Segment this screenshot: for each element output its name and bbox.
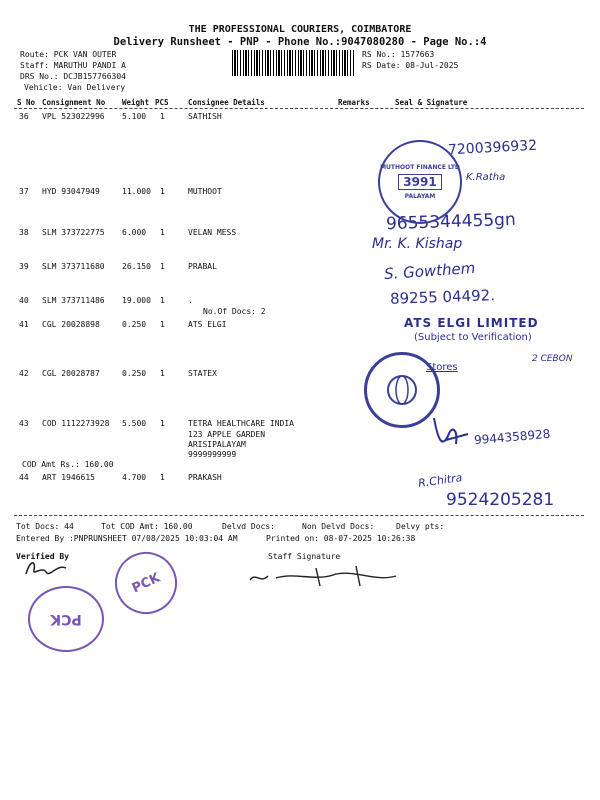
row-weight: 11.000 — [122, 187, 151, 196]
row-sno: 40 — [19, 296, 29, 305]
row-consignment: CGL 20028787 — [42, 369, 100, 378]
row-sno: 37 — [19, 187, 29, 196]
entered-by: Entered By :PNPRUNSHEET 07/08/2025 10:03:04 AM — [16, 534, 238, 543]
row-doc-count: No.Of Docs: 2 — [203, 307, 266, 316]
handwritten-note: Stores — [426, 362, 458, 373]
handwritten-phone: 9944358928 — [473, 426, 551, 448]
staff-signature — [246, 562, 406, 590]
row-cod-amount: COD Amt Rs.: 160.00 — [22, 460, 114, 469]
row-consignee: PRAKASH — [188, 473, 222, 482]
row-consignment: CGL 20028898 — [42, 320, 100, 329]
row-pcs: 1 — [160, 419, 165, 428]
stamp-text: MUTHOOT FINANCE LTD — [380, 164, 460, 171]
header-divider — [14, 108, 584, 109]
row-pcs: 1 — [160, 262, 165, 271]
muthoot-stamp — [378, 140, 462, 224]
row-pcs: 1 — [160, 369, 165, 378]
col-consignee: Consignee Details — [188, 98, 265, 107]
col-consignment: Consignment No — [42, 98, 106, 107]
row-sno: 41 — [19, 320, 29, 329]
globe-icon — [382, 370, 422, 410]
handwritten-signature: Mr. K. Kishap — [372, 236, 463, 252]
row-weight: 5.500 — [122, 419, 147, 428]
handwritten-phone: 9524205281 — [446, 490, 555, 510]
stamp-text: PCK — [129, 570, 163, 596]
row-address-line2: ARISIPALAYAM — [188, 440, 246, 449]
row-consignment: ART 1946615 — [42, 473, 95, 482]
row-sno: 43 — [19, 419, 29, 428]
handwritten-signature: S. Gowthem — [383, 258, 476, 284]
row-sno: 38 — [19, 228, 29, 237]
drs-label: DRS No.: DCJB157766304 — [20, 72, 126, 81]
row-consignee: MUTHOOT — [188, 187, 222, 196]
row-pcs: 1 — [160, 112, 165, 121]
handwritten-signature: K.Ratha — [466, 172, 506, 183]
col-pcs: PCS — [155, 98, 169, 107]
row-consignment: SLM 373711680 — [42, 262, 105, 271]
col-weight: Weight — [122, 98, 150, 107]
verified-by-label: Verified By — [16, 552, 69, 561]
row-sno: 36 — [19, 112, 29, 121]
row-pcs: 1 — [160, 228, 165, 237]
row-consignment: SLM 373722775 — [42, 228, 105, 237]
col-remarks: Remarks — [338, 98, 370, 107]
rs-date: RS Date: 08-Jul-2025 — [362, 61, 459, 70]
row-weight: 6.000 — [122, 228, 147, 237]
row-sno: 44 — [19, 473, 29, 482]
printed-on: Printed on: 08-07-2025 10:26:38 — [266, 534, 416, 543]
vehicle-label: Vehicle: Van Delivery — [24, 83, 126, 92]
stamp-number: 3991 — [398, 174, 441, 190]
row-consignment: VPL 523022996 — [42, 112, 105, 121]
rs-number: RS No.: 1577663 — [362, 50, 435, 59]
row-consignee: STATEX — [188, 369, 217, 378]
handwritten-phone: 9655344455gn — [385, 209, 517, 235]
row-weight: 19.000 — [122, 296, 151, 305]
verifier-signature — [22, 556, 72, 580]
row-consignee: TETRA HEALTHCARE INDIA — [188, 419, 294, 428]
row-weight: 0.250 — [122, 320, 147, 329]
row-consignee: ATS ELGI — [188, 320, 227, 329]
ink-signature-mark — [428, 410, 474, 454]
row-sno: 42 — [19, 369, 29, 378]
pck-stamp — [105, 542, 187, 624]
row-pcs: 1 — [160, 473, 165, 482]
non-delivered-docs: Non Delvd Docs: — [302, 522, 375, 531]
ats-elgi-stamp-note: (Subject to Verification) — [414, 332, 532, 343]
row-consignment: SLM 373711486 — [42, 296, 105, 305]
row-consignee: . — [188, 296, 193, 305]
row-consignment: HYD 93047949 — [42, 187, 100, 196]
pck-stamp — [28, 586, 104, 652]
total-docs: Tot Docs: 44 — [16, 522, 74, 531]
stamp-text: PALAYAM — [404, 193, 436, 200]
row-consignee: VELAN MESS — [188, 228, 237, 237]
handwritten-signature: R.Chitra — [417, 470, 464, 491]
col-seal: Seal & Signature — [395, 98, 468, 107]
row-address-line1: 123 APPLE GARDEN — [188, 430, 266, 439]
row-pcs: 1 — [160, 187, 165, 196]
total-cod: Tot COD Amt: 160.00 — [101, 522, 193, 531]
runsheet-subtitle: Delivery Runsheet - PNP - Phone No.:9047080280 - Page No.:4 — [113, 36, 487, 48]
row-consignee: SATHISH — [188, 112, 222, 121]
company-title: THE PROFESSIONAL COURIERS, COIMBATORE — [188, 24, 412, 35]
handwritten-signature: 2 CEBON — [532, 354, 573, 364]
row-weight: 0.250 — [122, 369, 147, 378]
row-weight: 4.700 — [122, 473, 147, 482]
route-label: Route: PCK VAN OUTER — [20, 50, 117, 59]
row-consignee: PRABAL — [188, 262, 217, 271]
row-pcs: 1 — [160, 296, 165, 305]
handwritten-phone: 7200396932 — [447, 137, 538, 159]
row-weight: 5.100 — [122, 112, 147, 121]
footer-divider — [14, 515, 584, 516]
col-sno: S No — [17, 98, 36, 107]
delivery-points: Delvy pts: — [396, 522, 445, 531]
row-phone: 9999999999 — [188, 450, 237, 459]
ats-elgi-stamp: ATS ELGI LIMITED — [404, 316, 539, 330]
row-pcs: 1 — [160, 320, 165, 329]
row-sno: 39 — [19, 262, 29, 271]
handwritten-phone: 89255 04492. — [389, 286, 496, 308]
stamp-text: PCK — [50, 611, 82, 627]
staff-signature-label: Staff Signature — [268, 552, 341, 561]
row-weight: 26.150 — [122, 262, 151, 271]
barcode-image — [232, 50, 354, 76]
delivered-docs: Delvd Docs: — [222, 522, 275, 531]
row-consignment: COD 1112273928 — [42, 419, 110, 428]
staff-label: Staff: MARUTHU PANDI A — [20, 61, 126, 70]
